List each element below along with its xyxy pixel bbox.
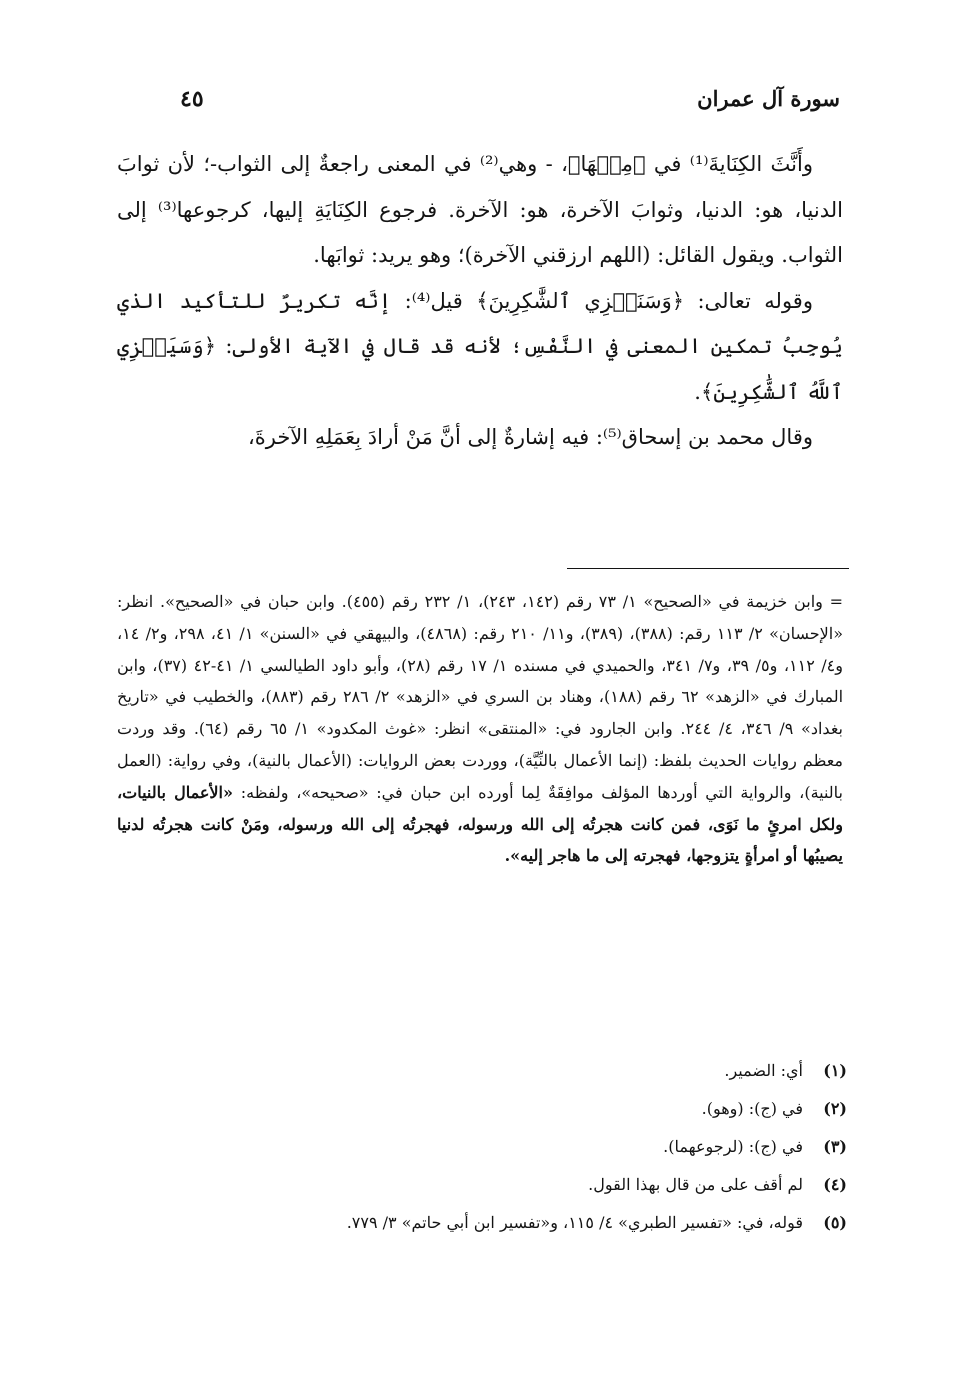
footnote-item bbox=[117, 1204, 847, 1242]
footnotes-list bbox=[117, 1052, 847, 1242]
footnote-text: في (ج): (وهو). bbox=[701, 1099, 803, 1118]
footnote-number: (٢) bbox=[823, 1099, 847, 1118]
main-paragraph: وقوله تعالى: ﴿وَسَنَجۡزِي ٱلشَّٰكِرِينَ﴾ قيل⁽⁴⁾: إنَّه تكريرٌ للتأكيد الذي يُوجِبُ تمكين المعنى في النَّفْسِ؛ لأنه قد قال في الآية الأولى: ﴿وَسَيَجۡزِي ٱللَّهُ ٱلشَّٰكِرِينَ﴾. bbox=[117, 288, 843, 404]
footnote-item bbox=[117, 1052, 847, 1090]
footnote-text: أي: الضمير. bbox=[724, 1061, 803, 1080]
footnote-continuation-regular: = وابن خزيمة في «الصحيح» ١/ ٧٣ رقم (١٤٢، ٢٤٣)، ١/ ٢٣٢ رقم (٤٥٥). وابن حبان في «الصحيح». انظر: «الإحسان» ٢/ ١١٣ رقم: (٣٨٨)، (٣٨٩)، و١١/ ٢١٠ رقم: (٤٨٦٨)، والبيهقي في «السنن» ١/ ٤١، ٢٩٨، و٢/ ١٤، و٤/ ١١٢، و٥/ ٣٩، و٧/ ٣٤١، والحميدي في مسنده ١/ ١٧ رقم (٢٨)، وأبو داود الطيالسي ١/ ٤١-٤٢ (٣٧)، وابن المبارك في «الزهد» ٦٢ رقم (١٨٨)، وهناد بن السري في «الزهد» ٢/ ٢٨٦ رقم (٨٨٣)، والخطيب في «تاريخ بغداد» ٩/ ٣٤٦، ٤/ ٢٤٤. وابن الجارود في: «المنتقى» انظر: «غوث المكدود» ١/ ٦٥ رقم (٦٤). وقد وردت معظم روايات الحديث بلفظ: (إنما الأعمال بالنِّيَّة)، ووردت بعض الروايات: (الأعمال بالنية)، وفي رواية: (العمل بالنية)، والرواية التي أوردها المؤلف موافِقَةٌ لِما أورده ابن حبان في: «صحيحه»، ولفظه: bbox=[117, 592, 844, 802]
footnote-text: قوله، في: «تفسير الطبري» ٤/ ١١٥، و«تفسير ابن أبي حاتم» ٣/ ٧٧٩. bbox=[346, 1213, 803, 1232]
page-number: ٤٥ bbox=[180, 86, 204, 112]
main-paragraph: وأَنَّثَ الكِنَايةَ⁽¹⁾ في ﴿مِنۡهَا﴾، - وهي⁽²⁾ في المعنى راجعةٌ إلى الثواب-؛ لأن ثوابَ الدنيا، هو: الدنيا، وثوابَ الآخرة، هو: الآخرة. فرجوع الكِنَايَةِ إليها، كرجوعها⁽³⁾ إلى الثواب. ويقول القائل: (اللهم ارزقني الآخرة)؛ وهو يريد: ثوابَها. bbox=[117, 152, 843, 267]
surah-title: سورة آل عمران bbox=[697, 86, 840, 111]
main-text bbox=[117, 142, 843, 461]
footnote-item bbox=[117, 1090, 847, 1128]
footnote-number: (٥) bbox=[823, 1213, 847, 1232]
footnote-text: لم أقف على من قال بهذا القول. bbox=[588, 1175, 803, 1194]
footnote-item bbox=[117, 1166, 847, 1204]
running-header bbox=[150, 86, 840, 122]
footnote-continuation bbox=[117, 586, 843, 872]
main-paragraph: وقال محمد بن إسحاق⁽⁵⁾: فيه إشارةٌ إلى أنَّ مَنْ أرادَ بِعَمَلِهِ الآخرةَ، bbox=[247, 425, 813, 449]
footnote-item bbox=[117, 1128, 847, 1166]
footnote-number: (٤) bbox=[823, 1175, 847, 1194]
footnote-continuation-text bbox=[117, 586, 843, 872]
footnote-number: (١) bbox=[823, 1061, 847, 1080]
footnote-separator bbox=[567, 568, 849, 569]
footnote-text: في (ج): (لرجوعهما). bbox=[663, 1137, 803, 1156]
hadith-quote: «الأعمال بالنيات، ولكل امرئٍ ما نَوَى، فمن كانت هجرتُه إلى الله ورسوله، فهجرتُه إلى الله ورسوله، ومَنْ كانت هجرتُه لدنيا يصيبُها أو امرأةٍ يتزوجها، فهجرته إلى ما هاجر إليه». bbox=[117, 782, 843, 866]
footnote-number: (٣) bbox=[823, 1137, 847, 1156]
